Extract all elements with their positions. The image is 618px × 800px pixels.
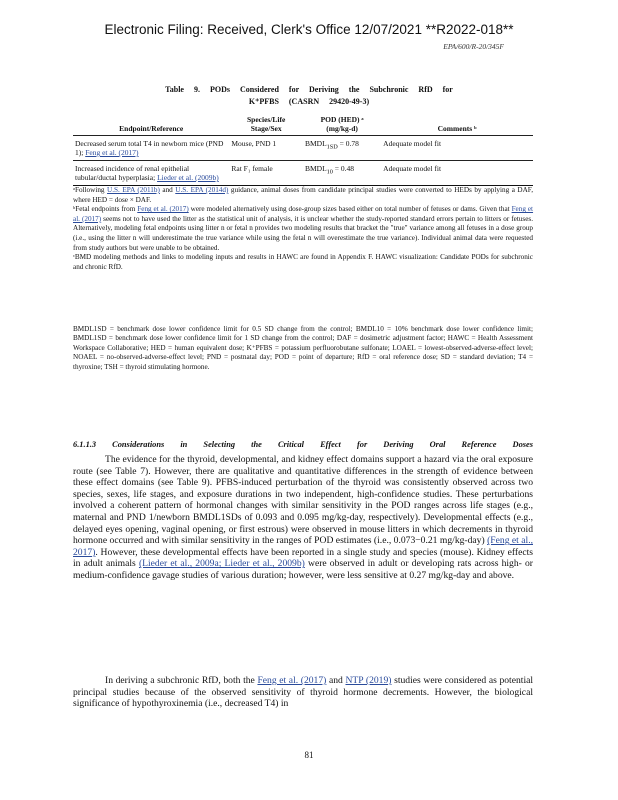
pod-label: BMDL xyxy=(304,164,327,173)
footnote-a-prefix: ᵃFollowing xyxy=(73,186,105,194)
comments-cell: Adequate model fit xyxy=(381,136,533,161)
filing-stamp: Electronic Filing: Received, Clerk's Office 12/07/2021 **R2022-018** xyxy=(104,22,514,37)
citation-link[interactable]: (Feng et al., 2017) xyxy=(73,535,533,558)
pod-value: = 0.48 xyxy=(334,164,355,173)
comments-cell: Adequate model fit xyxy=(381,161,533,186)
species-cell: Mouse, PND 1 xyxy=(229,136,303,161)
header-endpoint: Endpoint/Reference xyxy=(119,124,184,133)
paragraph-2-text-c: studies were considered as potential principal studies because of the observed sensitivity of thyroid hormone decrements. However, the biological significance of hypothyroxinemia (i.e., decreased T4) in xyxy=(73,675,534,710)
table-row xyxy=(73,161,533,186)
table-caption-line1: Table 9. PODs Considered for Deriving the Subchronic RfD for xyxy=(165,85,453,94)
pod-cell xyxy=(303,136,381,161)
paragraph-2-text-a: In deriving a subchronic RfD, both the xyxy=(105,675,255,686)
table-caption xyxy=(100,84,518,108)
footnote-c: ᶜBMD modeling methods and links to modeling inputs and results in HAWC are found in Appendix F. HAWC visualization: Candidate PODs for subchronic and chronic RfD. xyxy=(73,253,533,271)
table-footnotes xyxy=(73,186,533,272)
citation-link[interactable]: U.S. EPA (2014d) xyxy=(175,186,229,194)
header-species-line2: Stage/Sex xyxy=(250,124,282,133)
citation-link[interactable]: Feng et al. (2017) xyxy=(257,675,327,686)
footnote-a xyxy=(73,186,533,205)
footnote-b-rest: seems not to have used the litter as the statistical unit of analysis, it is unclear whether the study-reported standard errors pertain to litters or fetuses. Alternatively, modeling fetal endpoints using litter n or fetal n provides two modeling results that bracket the "true" variance among all fetuses in a dose group (i.e., using the litter n will underestimate the true variance while using the fetal n will overestimate the true variance). Individual animal data were requested from study authors but were unable to be obtained. xyxy=(73,214,533,252)
abbreviations: BMDL1SD = benchmark dose lower confidence limit for 0.5 SD change from the control; BMDL10 = 10% benchmark dose lower confidence limit; BMDL1SD = benchmark dose lower confidence limit for 1 SD change from the control; DAF = dosimetric adjustment factor; HAWC = Health Assessment Workspace Collaborative; HED = human equivalent dose; K⁺PFBS = potassium perfluorobutane sulfonate; LOAEL = lowest-observed-adverse-effect level; NOAEL = no-observed-adverse-effect level; PND = postnatal day; POD = point of departure; RfD = oral reference dose; SD = standard deviation; T4 = thyroxine; TSH = thyroid stimulating hormone. xyxy=(73,325,533,371)
endpoint-text: Decreased serum total T4 in newborn mice (PND 1) xyxy=(75,139,224,157)
reference-link[interactable]: Lieder et al. (2009b) xyxy=(157,173,219,182)
species-cell: Rat F₁ female xyxy=(229,161,303,186)
endpoint-text: Increased incidence of renal epithelial tubular/ductal hyperplasia xyxy=(75,164,190,182)
document-id: EPA/600/R-20/345F xyxy=(443,42,504,51)
table-caption-line2: K⁺PFBS (CASRN 29420-49-3) xyxy=(248,97,370,106)
paragraph-1-text-b: . However, these developmental effects have been reported in a single study and species (mouse). Kidney effects in adult animals xyxy=(73,546,533,570)
citation-link[interactable]: U.S. EPA (2011b) xyxy=(107,186,160,194)
table-row xyxy=(73,136,533,161)
citation-link[interactable]: Feng et al. (2017) xyxy=(73,205,534,223)
citation-link[interactable]: Feng et al. (2017) xyxy=(137,205,189,214)
section-heading: 6.1.1.3 Considerations in Selecting the Critical Effect for Deriving Oral Reference Doses xyxy=(73,440,533,449)
pod-sub: 1SD xyxy=(326,143,338,151)
endpoint-cell: Decreased serum total T4 in newborn mice (PND 1); Feng et al. (2017) xyxy=(73,136,229,161)
paragraph-1 xyxy=(73,454,533,582)
header-species-line1: Species/Life xyxy=(247,115,286,124)
endpoint-cell: Increased incidence of renal epithelial tubular/ductal hyperplasia; Lieder et al. (2009b) xyxy=(73,161,229,186)
paragraph-1-text-a: The evidence for the thyroid, developmental, and kidney effect domains support a hazard via the oral exposure route (see Table 7). However, there are qualitative and quantitative differences in the strength of evidence between these effect domains (see Table 9). PFBS-induced perturbation of the thyroid was consistently observed across two species, sexes, life stages, and exposure durations in two independent, high-confidence studies. These perturbations involved a coherent pattern of hormonal changes with similar sensitivity in the POD ranges across life stages (e.g., maternal and PND 1/newborn BMDL1SDs of 0.093 and 0.095 mg/kg-day, respectively). Developmental effects (e.g., delayed eyes opening, vaginal opening, or first estrous) were observed in mouse litters in which decrements in thyroid hormone occurred and with similar sensitivity in the ranges of POD estimates (i.e., 0.073−0.21 mg/kg-day) xyxy=(73,454,533,547)
header-pod-line2: (mg/kg-d) xyxy=(326,124,358,133)
pod-cell xyxy=(303,161,381,186)
footnote-b xyxy=(73,205,533,253)
footnote-b-mid: were modeled alternatively using dose-group sizes based either on total number of fetuses or dams. Given that xyxy=(190,205,510,214)
paragraph-2-text-b: and xyxy=(328,675,343,686)
reference-link[interactable]: Feng et al. (2017) xyxy=(85,148,139,157)
pod-table xyxy=(73,113,533,186)
footnote-b-prefix: ᵇFetal endpoints from xyxy=(73,205,136,214)
pod-sub: 10 xyxy=(326,168,333,176)
table-header-row xyxy=(73,113,533,136)
pod-label: BMDL xyxy=(304,139,327,148)
paragraph-1-text-c: were observed in adult or developing rats across high- or medium-confidence gavage studies of various duration; however, were less sensitive at 0.27 mg/kg-day and above. xyxy=(73,558,533,581)
header-pod-line1: POD (HED) ᵃ xyxy=(320,115,364,124)
header-pod xyxy=(303,113,381,136)
page-number: 81 xyxy=(304,750,314,760)
citation-link[interactable]: (Lieder et al., 2009a; Lieder et al., 2009b) xyxy=(138,558,305,570)
header-species xyxy=(229,113,303,136)
citation-link[interactable]: NTP (2019) xyxy=(345,675,392,686)
pod-value: = 0.78 xyxy=(339,139,359,148)
footnote-a-mid: and xyxy=(162,186,173,194)
header-comments: Comments ᵇ xyxy=(437,124,477,133)
footnote-a-rest: guidance, animal doses from candidate principal studies were converted to HEDs by applying a DAF, where HED = dose × DAF. xyxy=(73,186,533,204)
paragraph-2 xyxy=(73,675,533,710)
